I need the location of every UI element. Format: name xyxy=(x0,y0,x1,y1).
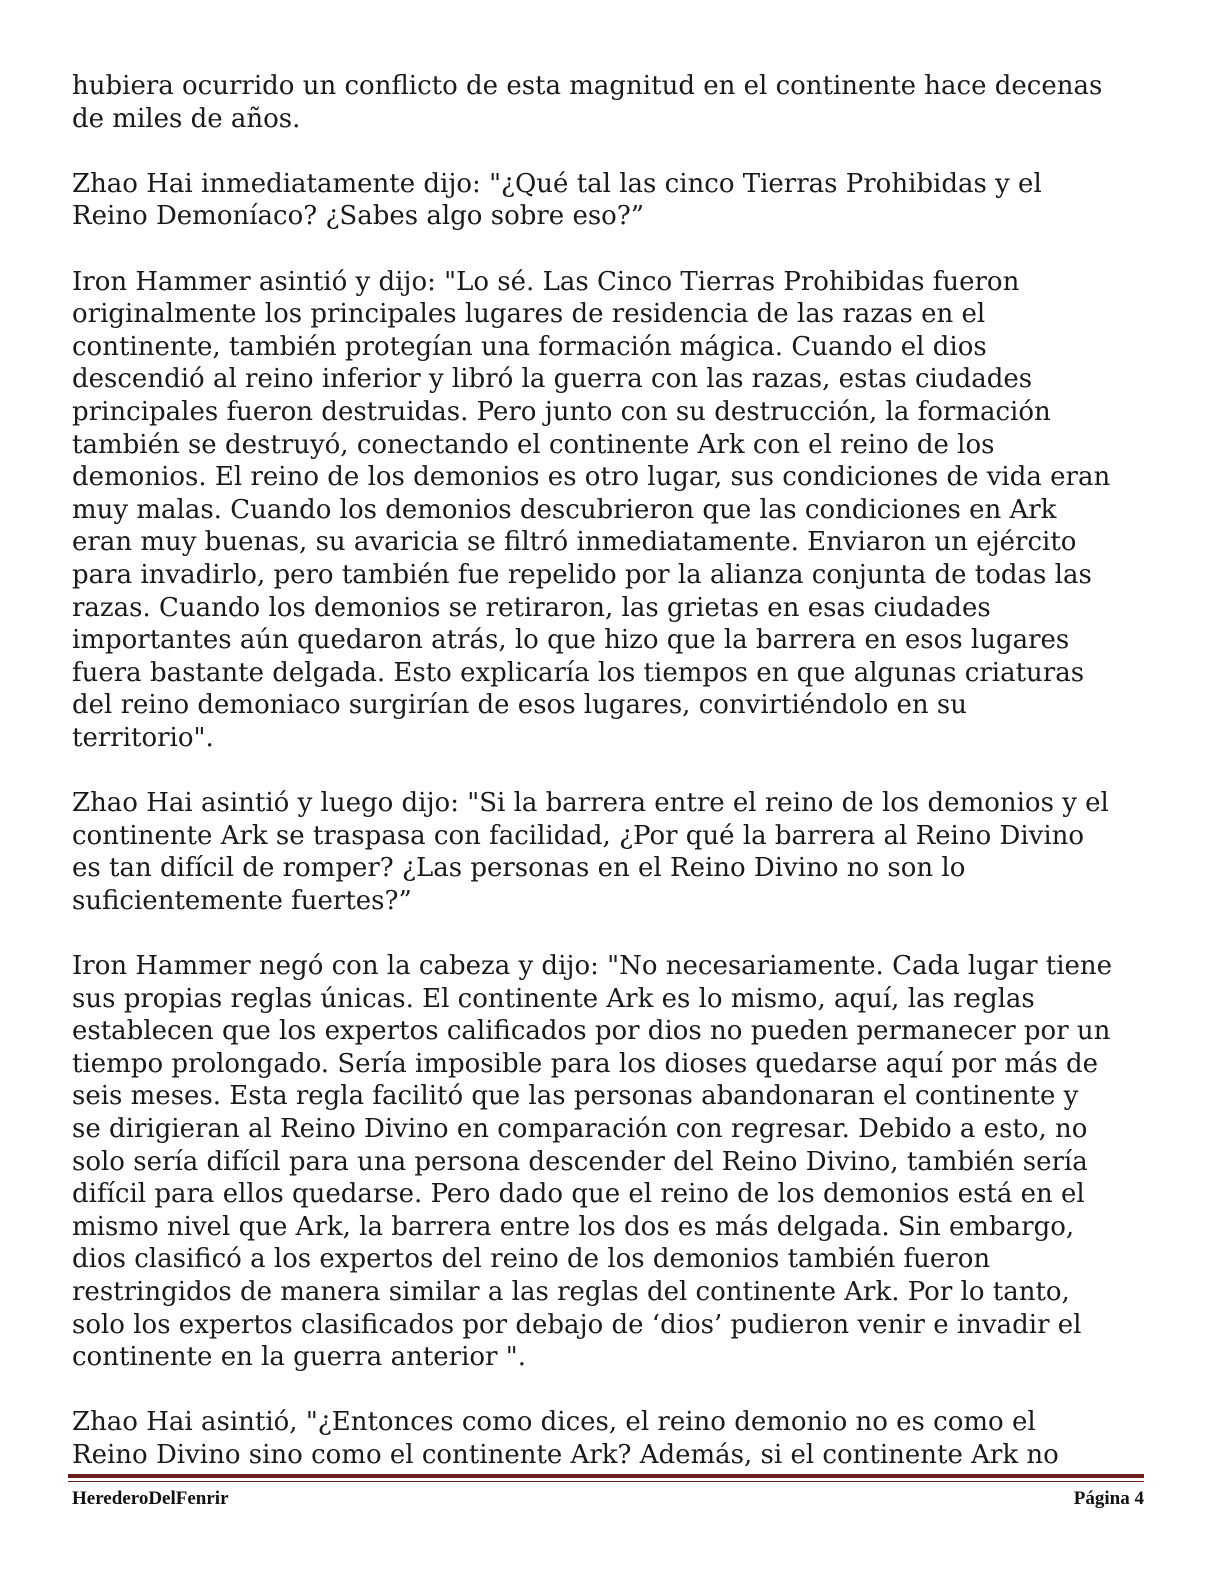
text-line: Reino Demoníaco? ¿Sabes algo sobre eso?” xyxy=(72,201,645,232)
text-line: establecen que los expertos calificados por dios no pueden permanecer por un xyxy=(72,1016,1111,1047)
footer-author: HerederoDelFenrir xyxy=(72,1488,229,1509)
body-text xyxy=(72,70,1152,1504)
text-line: también se destruyó, conectando el continente Ark con el reino de los xyxy=(72,429,995,460)
paragraph xyxy=(72,787,1152,917)
text-line: tiempo prolongado. Sería imposible para los dioses quedarse aquí por más de xyxy=(72,1048,1099,1079)
paragraph xyxy=(72,70,1152,135)
text-line: sus propias reglas únicas. El continente Ark es lo mismo, aquí, las reglas xyxy=(72,983,1035,1014)
footer-page-number: Página 4 xyxy=(1073,1488,1144,1509)
text-line: solo los expertos clasificados por debajo de ‘dios’ pudieron venir e invadir el xyxy=(72,1309,1082,1340)
text-line: fuera bastante delgada. Esto explicaría los tiempos en que algunas criaturas xyxy=(72,657,1085,688)
text-line: muy malas. Cuando los demonios descubrieron que las condiciones en Ark xyxy=(72,494,1057,525)
paragraph xyxy=(72,950,1152,1374)
text-line: dios clasificó a los expertos del reino de los demonios también fueron xyxy=(72,1244,991,1275)
text-line: principales fueron destruidas. Pero junto con su destrucción, la formación xyxy=(72,396,1051,427)
paragraph xyxy=(72,266,1152,755)
text-line: Zhao Hai asintió y luego dijo: "Si la barrera entre el reino de los demonios y el xyxy=(72,788,1109,819)
text-line: continente Ark se traspasa con facilidad, ¿Por qué la barrera al Reino Divino xyxy=(72,820,1085,851)
text-line: demonios. El reino de los demonios es otro lugar, sus condiciones de vida eran xyxy=(72,462,1111,493)
text-line: razas. Cuando los demonios se retiraron, las grietas en esas ciudades xyxy=(72,592,991,623)
text-line: Reino Divino sino como el continente Ark? Además, si el continente Ark no xyxy=(72,1439,1059,1470)
text-line: Iron Hammer asintió y dijo: "Lo sé. Las Cinco Tierras Prohibidas fueron xyxy=(72,266,1020,297)
text-line: suficientemente fuertes?” xyxy=(72,885,412,916)
footer-rule-thick xyxy=(68,1474,1144,1478)
text-line: descendió al reino inferior y libró la guerra con las razas, estas ciudades xyxy=(72,364,1033,395)
text-line: originalmente los principales lugares de residencia de las razas en el xyxy=(72,299,986,330)
text-line: importantes aún quedaron atrás, lo que hizo que la barrera en esos lugares xyxy=(72,625,1070,656)
text-line: Zhao Hai asintió, "¿Entonces como dices, el reino demonio no es como el xyxy=(72,1407,1036,1438)
text-line: territorio". xyxy=(72,722,214,753)
text-line: de miles de años. xyxy=(72,103,301,134)
text-line: seis meses. Esta regla facilitó que las personas abandonaran el continente y xyxy=(72,1081,1079,1112)
text-line: para invadirlo, pero también fue repelido por la alianza conjunta de todas las xyxy=(72,559,1092,590)
text-line: Iron Hammer negó con la cabeza y dijo: "No necesariamente. Cada lugar tiene xyxy=(72,951,1113,982)
text-line: difícil para ellos quedarse. Pero dado que el reino de los demonios está en el xyxy=(72,1179,1085,1210)
text-line: restringidos de manera similar a las reglas del continente Ark. Por lo tanto, xyxy=(72,1276,1070,1307)
text-line: se dirigieran al Reino Divino en comparación con regresar. Debido a esto, no xyxy=(72,1114,1088,1144)
paragraph xyxy=(72,168,1152,233)
text-line: es tan difícil de romper? ¿Las personas en el Reino Divino no son lo xyxy=(72,853,966,884)
footer-rule-thin xyxy=(68,1481,1144,1482)
text-line: hubiera ocurrido un conflicto de esta magnitud en el continente hace decenas xyxy=(72,71,1103,101)
text-line: eran muy buenas, su avaricia se filtró inmediatamente. Enviaron un ejército xyxy=(72,527,1077,558)
text-line: Zhao Hai inmediatamente dijo: "¿Qué tal las cinco Tierras Prohibidas y el xyxy=(72,168,1042,199)
paragraph xyxy=(72,1406,1152,1471)
text-line: continente en la guerra anterior ". xyxy=(72,1342,526,1373)
text-line: mismo nivel que Ark, la barrera entre los dos es más delgada. Sin embargo, xyxy=(72,1211,1075,1242)
text-line: del reino demoniaco surgirían de esos lugares, convirtiéndolo en su xyxy=(72,690,967,721)
text-line: continente, también protegían una formación mágica. Cuando el dios xyxy=(72,331,987,362)
text-line: solo sería difícil para una persona descender del Reino Divino, también sería xyxy=(72,1146,1088,1177)
